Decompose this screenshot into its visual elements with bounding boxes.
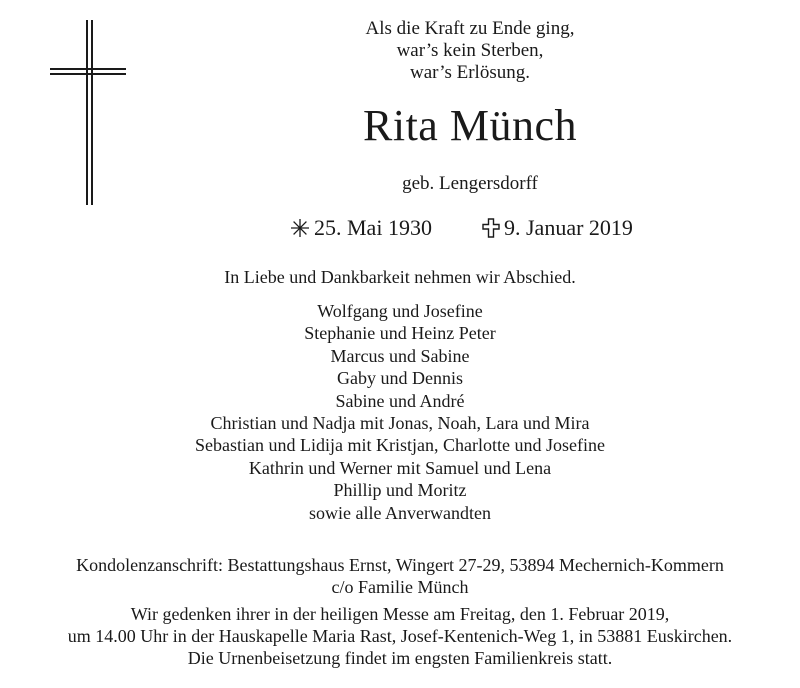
mass-line: Die Urnenbeisetzung findet im engsten Familienkreis statt. (187, 648, 613, 668)
death-cross-icon (482, 218, 500, 238)
mourners-list (100, 300, 700, 524)
mourner-line: Gaby und Dennis (337, 368, 463, 389)
mourner-line: sowie alle Anverwandten (309, 502, 491, 523)
mass-line: um 14.00 Uhr in der Hauskapelle Maria Rast, Josef-Kentenich-Weg 1, in 53881 Euskirchen. (67, 626, 733, 646)
poem-line: war’s Erlösung. (410, 62, 530, 83)
poem (280, 18, 660, 84)
cross-icon (50, 20, 126, 205)
birth-star-icon (290, 218, 310, 238)
mourner-line: Sabine und André (335, 390, 465, 411)
condolence-address (0, 554, 800, 598)
poem-line: war’s kein Sterben, (396, 40, 544, 61)
poem-line: Als die Kraft zu Ende ging, (365, 18, 575, 39)
mourner-line: Kathrin und Werner mit Samuel und Lena (248, 457, 552, 478)
mourner-line: Stephanie und Heinz Peter (304, 323, 496, 344)
birth-name: geb. Lengersdorff (402, 173, 538, 194)
mass-info (0, 603, 800, 669)
mourner-line: Sebastian und Lidija mit Kristjan, Charlotte und Josefine (195, 435, 605, 456)
death-date-item (482, 214, 633, 242)
condolence-line: c/o Familie Münch (331, 577, 469, 597)
mourner-line: Wolfgang und Josefine (317, 301, 483, 321)
farewell-text: In Liebe und Dankbarkeit nehmen wir Abschied. (224, 267, 576, 287)
condolence-line: Kondolenzanschrift: Bestattungshaus Ernst, Wingert 27-29, 53894 Mechernich-Kommern (76, 555, 724, 575)
birth-date-item (290, 214, 432, 242)
mourner-line: Christian und Nadja mit Jonas, Noah, Lara und Mira (210, 413, 590, 434)
mourner-line: Phillip und Moritz (333, 480, 467, 501)
deceased-name: Rita Münch (363, 101, 577, 150)
mourner-line: Marcus und Sabine (330, 345, 470, 366)
death-date: 9. Januar 2019 (504, 215, 633, 240)
mass-line: Wir gedenken ihrer in der heiligen Messe am Freitag, den 1. Februar 2019, (130, 604, 670, 624)
birth-date: 25. Mai 1930 (314, 215, 432, 240)
